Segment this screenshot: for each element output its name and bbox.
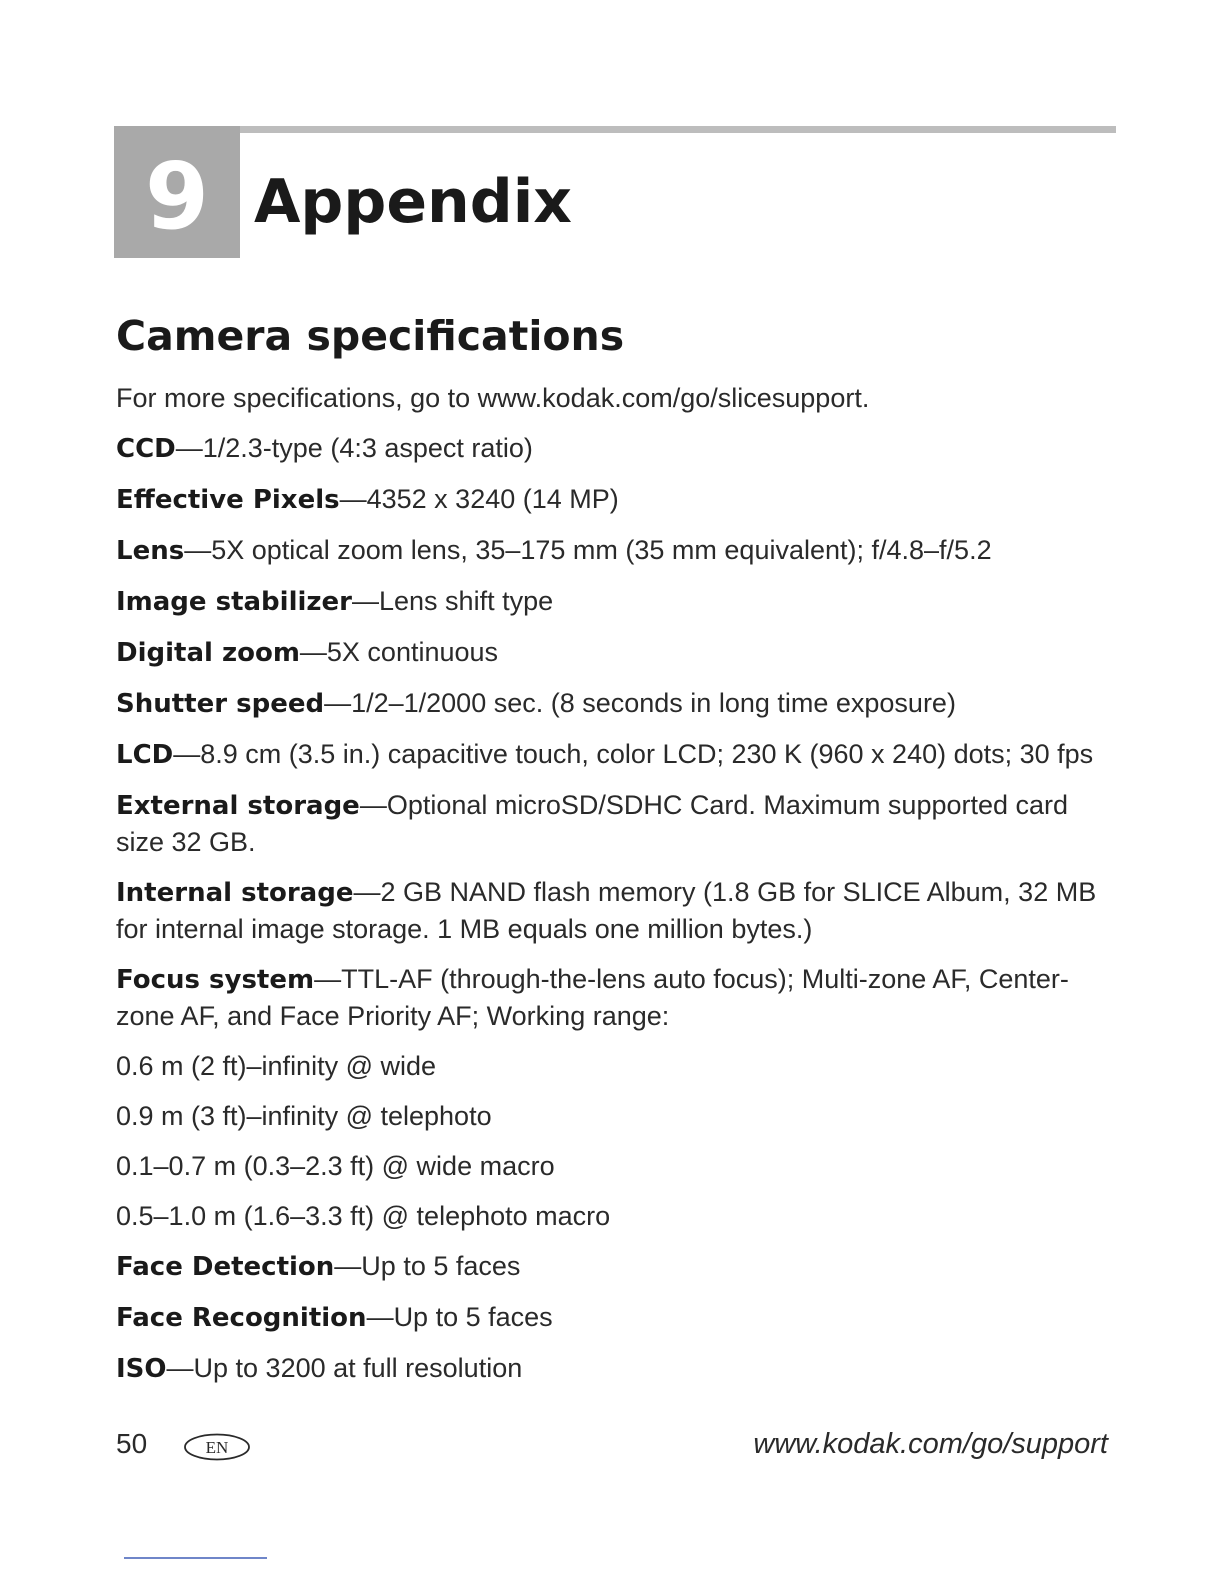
spec-term: Shutter speed	[116, 689, 325, 719]
focus-range-item: 0.6 m (2 ft)–infinity @ wide	[116, 1051, 437, 1081]
spec-term: Effective Pixels	[116, 485, 340, 515]
spec-term: Image stabilizer	[116, 587, 352, 617]
spec-term: Internal storage	[116, 878, 354, 908]
spec-value: —TTL-AF (through-the-lens auto focus); Multi-zone AF, Center-zone AF, and Face Priority AF; Working range:	[116, 964, 1069, 1031]
spec-term: Lens	[116, 536, 185, 566]
spec-term: Digital zoom	[116, 638, 300, 668]
spec-lens	[116, 532, 1116, 569]
spec-external-storage	[116, 787, 1116, 860]
header-rule	[114, 126, 1116, 133]
intro-text: For more specifications, go to www.kodak.com/go/slicesupport.	[116, 383, 870, 413]
spec-image-stabilizer	[116, 583, 1116, 620]
spec-value: —1/2.3-type (4:3 aspect ratio)	[175, 433, 533, 463]
bottom-divider	[124, 1557, 267, 1559]
spec-face-recognition	[116, 1299, 1116, 1336]
focus-range-item: 0.5–1.0 m (1.6–3.3 ft) @ telephoto macro	[116, 1201, 611, 1231]
spec-internal-storage	[116, 874, 1116, 947]
spec-term: LCD	[116, 740, 174, 770]
language-badge-text: EN	[205, 1438, 229, 1457]
spec-term: CCD	[116, 434, 176, 464]
chapter-number-box	[114, 126, 240, 258]
spec-effective-pixels	[116, 481, 1116, 518]
focus-range-item: 0.9 m (3 ft)–infinity @ telephoto	[116, 1101, 492, 1131]
spec-term: External storage	[116, 791, 360, 821]
spec-list	[116, 380, 1116, 1387]
spec-iso	[116, 1350, 1116, 1387]
spec-focus-system	[116, 961, 1116, 1034]
section-title: Camera specifications	[116, 312, 625, 360]
spec-term: Focus system	[116, 965, 315, 995]
spec-shutter-speed	[116, 685, 1116, 722]
spec-term: Face Detection	[116, 1252, 335, 1282]
spec-value: —5X continuous	[299, 637, 499, 667]
spec-value: —4352 x 3240 (14 MP)	[339, 484, 619, 514]
spec-value: —Up to 3200 at full resolution	[166, 1353, 523, 1383]
chapter-number: 9	[144, 143, 209, 250]
spec-lcd	[116, 736, 1116, 773]
language-badge-icon	[182, 1432, 252, 1462]
focus-range-item: 0.1–0.7 m (0.3–2.3 ft) @ wide macro	[116, 1151, 555, 1181]
spec-value: —2 GB NAND flash memory (1.8 GB for SLICE Album, 32 MB for internal image storage. 1 MB equals one million bytes.)	[116, 877, 1097, 944]
chapter-title: Appendix	[254, 167, 572, 237]
spec-value: —Lens shift type	[352, 586, 554, 616]
spec-digital-zoom	[116, 634, 1116, 671]
spec-value: —8.9 cm (3.5 in.) capacitive touch, color LCD; 230 K (960 x 240) dots; 30 fps	[173, 739, 1094, 769]
spec-term: ISO	[116, 1354, 167, 1384]
spec-value: —1/2–1/2000 sec. (8 seconds in long time exposure)	[324, 688, 956, 718]
spec-value: —Up to 5 faces	[334, 1251, 521, 1281]
spec-term: Face Recognition	[116, 1303, 367, 1333]
spec-ccd	[116, 430, 1116, 467]
spec-face-detection	[116, 1248, 1116, 1285]
spec-value: —5X optical zoom lens, 35–175 mm (35 mm equivalent); f/4.8–f/5.2	[184, 535, 992, 565]
page-number: 50	[116, 1428, 148, 1459]
spec-value: —Up to 5 faces	[366, 1302, 553, 1332]
spec-value: —Optional microSD/SDHC Card. Maximum supported card size 32 GB.	[116, 790, 1069, 857]
footer-url: www.kodak.com/go/support	[753, 1428, 1108, 1460]
